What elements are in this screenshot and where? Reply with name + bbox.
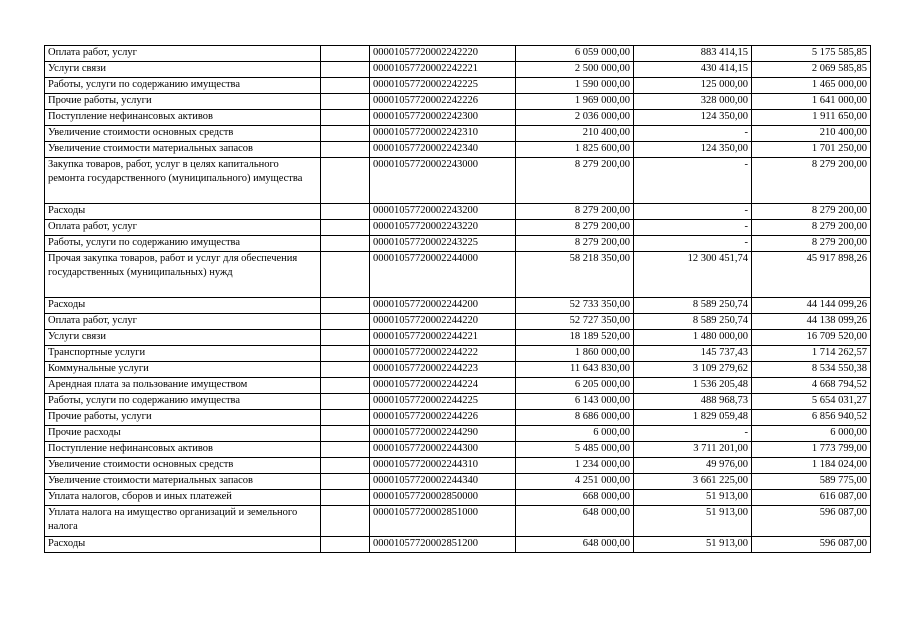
row-executed: 124 350,00 [634,142,752,158]
row-name: Транспортные услуги [45,346,321,362]
row-executed: - [634,158,752,204]
row-executed: 145 737,43 [634,346,752,362]
row-name: Услуги связи [45,330,321,346]
row-approved: 1 234 000,00 [516,458,634,474]
table-row [45,126,871,142]
row-name: Увеличение стоимости основных средств [45,458,321,474]
row-code: 00001057720002242226 [370,94,516,110]
row-unexecuted: 1 184 024,00 [752,458,871,474]
row-spacer-cell [321,537,370,553]
row-unexecuted: 596 087,00 [752,537,871,553]
row-executed: 51 913,00 [634,537,752,553]
row-executed: 3 661 225,00 [634,474,752,490]
row-name: Оплата работ, услуг [45,314,321,330]
row-executed: - [634,126,752,142]
row-executed: 51 913,00 [634,506,752,537]
row-code: 00001057720002244290 [370,426,516,442]
row-approved: 18 189 520,00 [516,330,634,346]
row-unexecuted: 1 465 000,00 [752,78,871,94]
row-approved: 58 218 350,00 [516,252,634,298]
row-spacer-cell [321,378,370,394]
row-executed: 488 968,73 [634,394,752,410]
row-executed: 8 589 250,74 [634,314,752,330]
row-spacer-cell [321,158,370,204]
row-unexecuted: 616 087,00 [752,490,871,506]
row-unexecuted: 4 668 794,52 [752,378,871,394]
row-unexecuted: 210 400,00 [752,126,871,142]
row-approved: 648 000,00 [516,537,634,553]
row-unexecuted: 8 279 200,00 [752,158,871,204]
row-code: 00001057720002244222 [370,346,516,362]
row-executed: 8 589 250,74 [634,298,752,314]
row-code: 00001057720002244310 [370,458,516,474]
row-name: Расходы [45,298,321,314]
table-row [45,330,871,346]
row-spacer-cell [321,298,370,314]
row-unexecuted: 1 701 250,00 [752,142,871,158]
table-row [45,252,871,298]
row-unexecuted: 1 911 650,00 [752,110,871,126]
row-approved: 8 686 000,00 [516,410,634,426]
row-name: Арендная плата за пользование имуществом [45,378,321,394]
row-spacer-cell [321,346,370,362]
row-executed: - [634,204,752,220]
report-page [44,45,871,553]
row-unexecuted: 44 144 099,26 [752,298,871,314]
row-unexecuted: 8 279 200,00 [752,236,871,252]
row-approved: 668 000,00 [516,490,634,506]
row-spacer-cell [321,314,370,330]
row-approved: 1 969 000,00 [516,94,634,110]
table-row [45,204,871,220]
row-approved: 4 251 000,00 [516,474,634,490]
row-unexecuted: 8 534 550,38 [752,362,871,378]
row-unexecuted: 5 175 585,85 [752,46,871,62]
table-row [45,410,871,426]
row-unexecuted: 16 709 520,00 [752,330,871,346]
row-unexecuted: 45 917 898,26 [752,252,871,298]
table-row [45,506,871,537]
row-unexecuted: 6 856 940,52 [752,410,871,426]
table-row [45,346,871,362]
row-code: 00001057720002242220 [370,46,516,62]
row-name: Коммунальные услуги [45,362,321,378]
row-unexecuted: 589 775,00 [752,474,871,490]
row-approved: 210 400,00 [516,126,634,142]
row-approved: 52 727 350,00 [516,314,634,330]
row-code: 00001057720002244224 [370,378,516,394]
row-spacer-cell [321,330,370,346]
row-code: 00001057720002243220 [370,220,516,236]
row-approved: 8 279 200,00 [516,204,634,220]
table-row [45,537,871,553]
row-code: 00001057720002244300 [370,442,516,458]
row-name: Поступление нефинансовых активов [45,442,321,458]
row-spacer-cell [321,362,370,378]
row-approved: 1 590 000,00 [516,78,634,94]
row-unexecuted: 6 000,00 [752,426,871,442]
row-executed: 124 350,00 [634,110,752,126]
row-executed: 1 480 000,00 [634,330,752,346]
row-approved: 2 500 000,00 [516,62,634,78]
row-approved: 8 279 200,00 [516,158,634,204]
row-executed: - [634,426,752,442]
row-name: Увеличение стоимости основных средств [45,126,321,142]
row-approved: 648 000,00 [516,506,634,537]
table-row [45,442,871,458]
row-approved: 6 143 000,00 [516,394,634,410]
row-spacer-cell [321,506,370,537]
table-row [45,298,871,314]
row-spacer-cell [321,490,370,506]
row-executed: - [634,236,752,252]
row-name: Расходы [45,537,321,553]
table-row [45,362,871,378]
row-code: 00001057720002243200 [370,204,516,220]
row-unexecuted: 44 138 099,26 [752,314,871,330]
table-row [45,458,871,474]
expenditure-table [44,45,871,553]
row-unexecuted: 8 279 200,00 [752,220,871,236]
row-spacer-cell [321,62,370,78]
row-code: 00001057720002851200 [370,537,516,553]
row-unexecuted: 1 714 262,57 [752,346,871,362]
row-name: Увеличение стоимости материальных запасов [45,474,321,490]
row-code: 00001057720002244200 [370,298,516,314]
table-row [45,220,871,236]
row-code: 00001057720002850000 [370,490,516,506]
row-unexecuted: 8 279 200,00 [752,204,871,220]
row-spacer-cell [321,474,370,490]
table-row [45,394,871,410]
row-executed: 328 000,00 [634,94,752,110]
row-code: 00001057720002242310 [370,126,516,142]
row-code: 00001057720002242225 [370,78,516,94]
row-code: 00001057720002242300 [370,110,516,126]
row-name: Оплата работ, услуг [45,46,321,62]
row-name: Прочие работы, услуги [45,94,321,110]
table-row [45,78,871,94]
row-code: 00001057720002244225 [370,394,516,410]
row-spacer-cell [321,126,370,142]
table-row [45,378,871,394]
row-name: Увеличение стоимости материальных запасов [45,142,321,158]
row-name: Закупка товаров, работ, услуг в целях капитального ремонта государственного (муниципального) имущества [45,158,321,204]
row-approved: 6 000,00 [516,426,634,442]
row-executed: 49 976,00 [634,458,752,474]
row-name: Прочая закупка товаров, работ и услуг для обеспечения государственных (муниципальных) нужд [45,252,321,298]
row-code: 00001057720002244226 [370,410,516,426]
row-approved: 1 825 600,00 [516,142,634,158]
row-name: Прочие работы, услуги [45,410,321,426]
table-row [45,94,871,110]
row-name: Расходы [45,204,321,220]
row-approved: 6 059 000,00 [516,46,634,62]
row-approved: 2 036 000,00 [516,110,634,126]
table-row [45,46,871,62]
row-spacer-cell [321,110,370,126]
row-code: 00001057720002851000 [370,506,516,537]
row-unexecuted: 5 654 031,27 [752,394,871,410]
table-row [45,474,871,490]
row-name: Работы, услуги по содержанию имущества [45,78,321,94]
table-row [45,490,871,506]
row-spacer-cell [321,220,370,236]
row-approved: 6 205 000,00 [516,378,634,394]
row-spacer-cell [321,458,370,474]
row-spacer-cell [321,46,370,62]
row-code: 00001057720002244340 [370,474,516,490]
row-spacer-cell [321,394,370,410]
row-approved: 8 279 200,00 [516,220,634,236]
row-unexecuted: 2 069 585,85 [752,62,871,78]
row-code: 00001057720002244000 [370,252,516,298]
table-row [45,314,871,330]
table-body [45,46,871,553]
row-name: Услуги связи [45,62,321,78]
row-code: 00001057720002244221 [370,330,516,346]
row-approved: 8 279 200,00 [516,236,634,252]
row-spacer-cell [321,426,370,442]
row-executed: 3 711 201,00 [634,442,752,458]
row-executed: 3 109 279,62 [634,362,752,378]
table-row [45,158,871,204]
row-code: 00001057720002243225 [370,236,516,252]
row-approved: 11 643 830,00 [516,362,634,378]
row-executed: - [634,220,752,236]
row-spacer-cell [321,94,370,110]
row-executed: 430 414,15 [634,62,752,78]
row-executed: 1 829 059,48 [634,410,752,426]
row-name: Уплата налога на имущество организаций и земельного налога [45,506,321,537]
row-name: Работы, услуги по содержанию имущества [45,236,321,252]
row-unexecuted: 1 641 000,00 [752,94,871,110]
row-spacer-cell [321,204,370,220]
table-row [45,62,871,78]
row-name: Уплата налогов, сборов и иных платежей [45,490,321,506]
table-row [45,142,871,158]
row-approved: 1 860 000,00 [516,346,634,362]
table-row [45,110,871,126]
row-spacer-cell [321,410,370,426]
row-unexecuted: 596 087,00 [752,506,871,537]
row-spacer-cell [321,236,370,252]
row-executed: 12 300 451,74 [634,252,752,298]
row-code: 00001057720002244223 [370,362,516,378]
row-code: 00001057720002242221 [370,62,516,78]
table-row [45,236,871,252]
row-executed: 51 913,00 [634,490,752,506]
row-spacer-cell [321,252,370,298]
row-executed: 1 536 205,48 [634,378,752,394]
row-name: Прочие расходы [45,426,321,442]
row-spacer-cell [321,78,370,94]
row-executed: 125 000,00 [634,78,752,94]
row-unexecuted: 1 773 799,00 [752,442,871,458]
row-spacer-cell [321,142,370,158]
row-code: 00001057720002242340 [370,142,516,158]
row-name: Работы, услуги по содержанию имущества [45,394,321,410]
row-code: 00001057720002243000 [370,158,516,204]
row-approved: 5 485 000,00 [516,442,634,458]
row-executed: 883 414,15 [634,46,752,62]
row-approved: 52 733 350,00 [516,298,634,314]
row-spacer-cell [321,442,370,458]
table-row [45,426,871,442]
row-code: 00001057720002244220 [370,314,516,330]
row-name: Поступление нефинансовых активов [45,110,321,126]
row-name: Оплата работ, услуг [45,220,321,236]
